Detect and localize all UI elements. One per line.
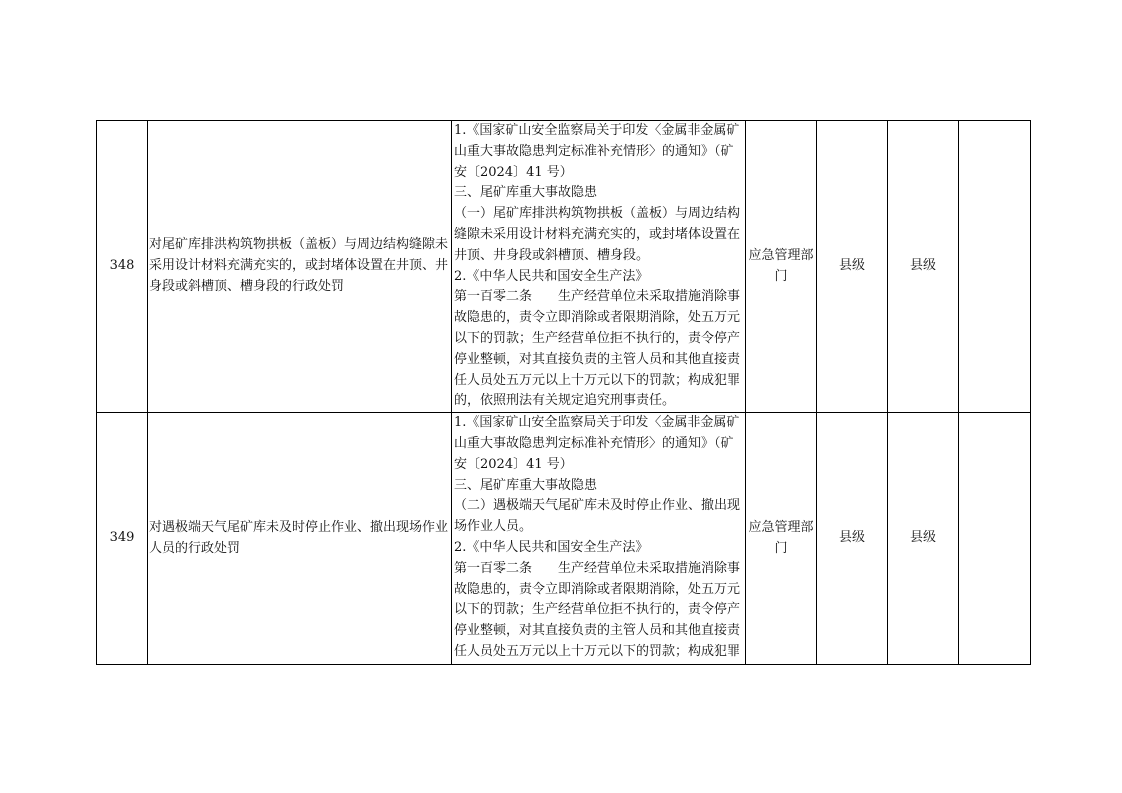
department-text: 应急管理部门 — [748, 519, 814, 556]
item-name — [148, 121, 452, 413]
department — [746, 121, 817, 413]
legal-basis-line: 故隐患的，责令立即消除或者限期消除，处五万元 — [454, 581, 741, 597]
legal-basis-line: （一）尾矿库排洪构筑物拱板（盖板）与周边结构 — [454, 206, 741, 222]
table-row — [97, 121, 1031, 413]
legal-basis-line: 2.《中华人民共和国安全生产法》 — [454, 268, 649, 284]
table-row — [97, 413, 1031, 665]
legal-basis-line: 任人员处五万元以上十万元以下的罚款；构成犯罪 — [454, 372, 741, 388]
legal-basis-line: 任人员处五万元以上十万元以下的罚款；构成犯罪 — [454, 643, 741, 659]
legal-basis-line: 场作业人员。 — [454, 519, 533, 535]
row-number: 349 — [97, 413, 148, 665]
legal-basis-text — [452, 413, 745, 663]
item-name — [148, 413, 452, 665]
legal-basis-line: 山重大事故隐患判定标准补充情形〉的通知》（矿 — [454, 435, 734, 451]
legal-basis-line: 第一百零二条 生产经营单位未采取措施消除事 — [454, 289, 741, 305]
penalty-table — [96, 120, 1031, 665]
level-a: 县级 — [817, 413, 888, 665]
legal-basis-line: 以下的罚款；生产经营单位拒不执行的，责令停产 — [454, 602, 741, 618]
legal-basis-line: 故隐患的，责令立即消除或者限期消除，处五万元 — [454, 310, 741, 326]
legal-basis-line: 三、尾矿库重大事故隐患 — [454, 477, 598, 493]
legal-basis-line: 停业整顿，对其直接负责的主管人员和其他直接责 — [454, 623, 741, 639]
level-a: 县级 — [817, 121, 888, 413]
legal-basis-line: （二）遇极端天气尾矿库未及时停止作业、撤出现 — [454, 498, 741, 514]
legal-basis-line: 安〔2024〕41 号） — [454, 164, 573, 180]
legal-basis-text — [452, 121, 745, 412]
legal-basis — [452, 413, 746, 665]
note — [959, 413, 1031, 665]
legal-basis-line: 2.《中华人民共和国安全生产法》 — [454, 539, 649, 555]
legal-basis-line: 山重大事故隐患判定标准补充情形〉的通知》（矿 — [454, 143, 734, 159]
legal-basis-line: 安〔2024〕41 号） — [454, 456, 573, 472]
note — [959, 121, 1031, 413]
legal-basis-line: 三、尾矿库重大事故隐患 — [454, 185, 598, 201]
legal-basis — [452, 121, 746, 413]
legal-basis-line: 1.《国家矿山安全监察局关于印发〈金属非金属矿 — [454, 123, 740, 138]
legal-basis-line: 停业整顿，对其直接负责的主管人员和其他直接责 — [454, 351, 741, 367]
legal-basis-line: 1.《国家矿山安全监察局关于印发〈金属非金属矿 — [454, 415, 740, 431]
item-name-text: 对尾矿库排洪构筑物拱板（盖板）与周边结构缝隙未采用设计材料充满充实的，或封堵体设置在井顶、井身段或斜槽顶、槽身段的行政处罚 — [149, 237, 449, 294]
level-b: 县级 — [888, 413, 959, 665]
item-name-text: 对遇极端天气尾矿库未及时停止作业、撤出现场作业人员的行政处罚 — [149, 519, 449, 556]
level-b: 县级 — [888, 121, 959, 413]
legal-basis-line: 缝隙未采用设计材料充满充实的，或封堵体设置在 — [454, 226, 741, 242]
row-number: 348 — [97, 121, 148, 413]
legal-basis-line: 第一百零二条 生产经营单位未采取措施消除事 — [454, 560, 741, 576]
department — [746, 413, 817, 665]
legal-basis-line: 的，依照刑法有关规定追究刑事责任。 — [454, 393, 676, 409]
legal-basis-line: 以下的罚款；生产经营单位拒不执行的，责令停产 — [454, 330, 741, 346]
department-text: 应急管理部门 — [748, 247, 814, 284]
legal-basis-line: 井顶、井身段或斜槽顶、槽身段。 — [454, 247, 650, 263]
